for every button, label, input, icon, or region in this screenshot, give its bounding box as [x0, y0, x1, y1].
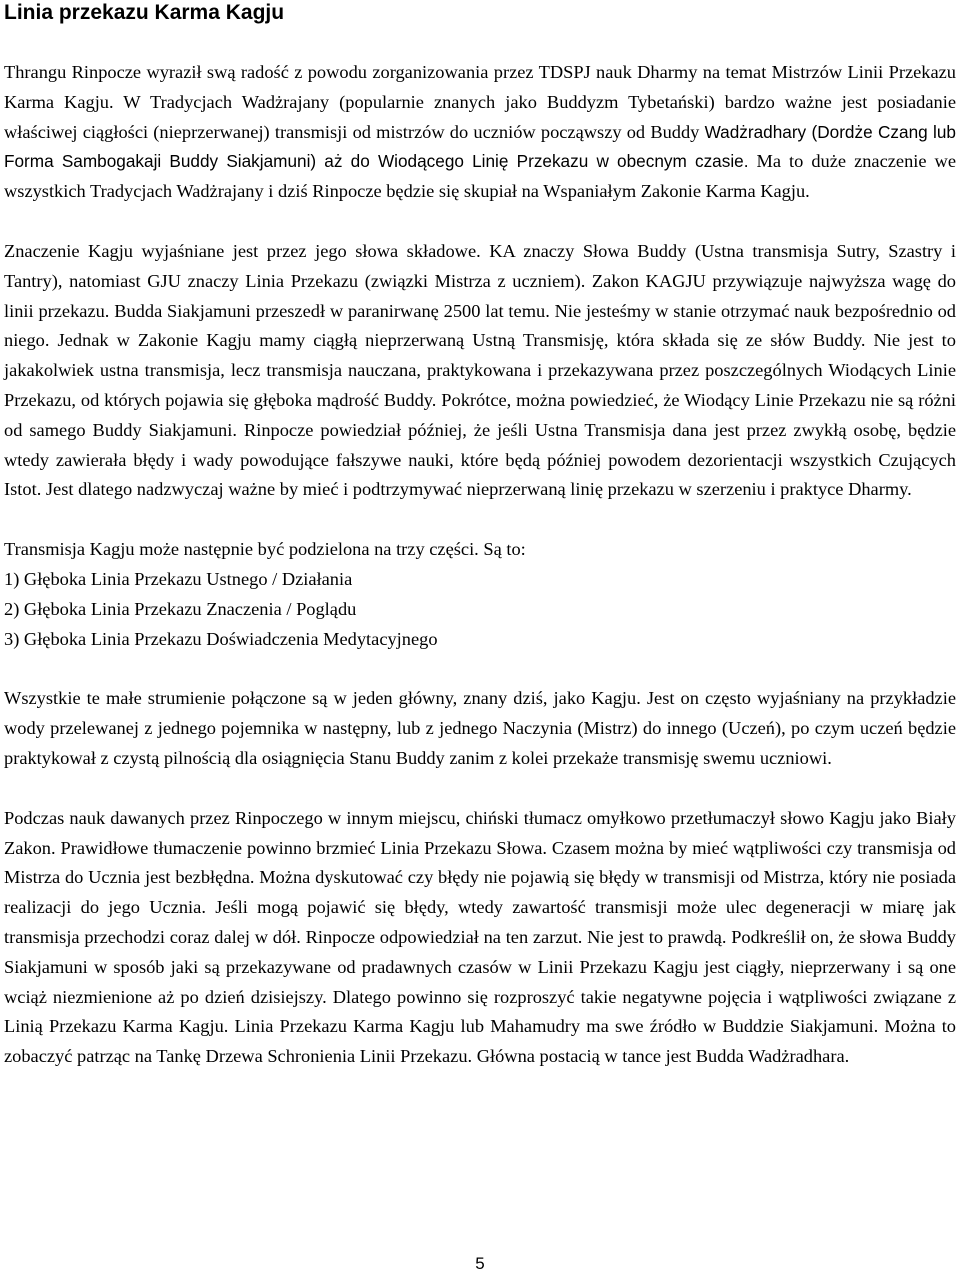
document-page — [4, 0, 956, 1072]
intro-text-part3: Ma to duże znaczenie we wszystkich Tradycjach Wadżrajany i dziś Rinpocze będzie się skupiał na Wspaniałym Zakonie Karma Kagju. — [4, 151, 956, 202]
division-list-item: 3) Głęboka Linia Przekazu Doświadczenia Medytacyjnego — [4, 628, 438, 649]
division-list-item: 2) Głęboka Linia Przekazu Znaczenia / Poglądu — [4, 598, 357, 619]
meaning-paragraph: Znaczenie Kagju wyjaśniane jest przez jego słowa składowe. KA znaczy Słowa Buddy (Ustna transmisja Sutry, Szastry i Tantry), natomiast GJU znaczy Linia Przekazu (związki Mistrza z uczniem). Zakon KAGJU przywiązuje najwyższa wagę do linii przekazu. Budda Siakjamuni przeszedł w paranirwanę 2500 lat temu. Nie jesteśmy w stanie otrzymać nauk bezpośrednio od niego. Jednak w Zakonie Kagju mamy ciągłą nieprzerwaną Ustną Transmisję, która składa się ze słów Buddy. Nie jest to jakakolwiek ustna transmisja, lecz transmisja nauczana, praktykowana i przekazywana przez poszczególnych Wiodących Linie Przekazu, od których pojawia się głęboka mądrość Buddy. Pokrótce, można powiedzieć, że Wiodący Linie Przekazu nie są różni od samego Buddy Siakjamuni. Rinpocze powiedział później, że jeśli Ustna Transmisja dana jest przez zwykłą osobę, będzie wtedy zawierała błędy i wady powodujące fałszywe nauki, które będą później powodem dezorientacji wszystkich Czujących Istot. Jest dlatego nadzwyczaj ważne by mieć i podtrzymywać nieprzerwaną linię przekazu w szerzeniu i praktyce Dharmy. — [4, 240, 956, 500]
intro-text-part2: Wadżradhary (Dordże Czang lub Forma Sambogakaji Buddy Siakjamuni) aż do Wiodącego Linię Przekazu w obecnym czasie. — [4, 121, 956, 172]
document-title: Linia przekazu Karma Kagju — [4, 1, 285, 24]
intro-paragraph — [4, 58, 956, 207]
page-number: 5 — [475, 1254, 485, 1273]
intro-text-part1: Thrangu Rinpocze wyraził swą radość z powodu zorganizowania przez TDSPJ nauk Dharmy na temat Mistrzów Linii Przekazu Karma Kagju. W Tradycjach Wadżrajany (popularnie znanych jako Buddyzm Tybetański) bardzo ważne jest posiadanie właściwej ciągłości (nieprzerwanej) transmisji od mistrzów do uczniów począwszy od Buddy — [4, 62, 956, 142]
streams-paragraph: Wszystkie te małe strumienie połączone są w jeden główny, znany dziś, jako Kagju. Jest on często wyjaśniany na przykładzie wody przelewanej z jednego pojemnika w następny, lub z jednego Naczynia (Mistrz) do innego (Uczeń), po czym uczeń będzie praktykował z czystą pilnością dla osiągnięcia Stanu Buddy zanim z kolei przekaże transmisję swemu uczniowi. — [4, 688, 956, 768]
division-intro: Transmisja Kagju może następnie być podzielona na trzy części. Są to: — [4, 539, 526, 560]
division-section — [4, 535, 956, 654]
division-list-item: 1) Głęboka Linia Przekazu Ustnego / Działania — [4, 568, 353, 589]
translation-paragraph: Podczas nauk dawanych przez Rinpoczego w innym miejscu, chiński tłumacz omyłkowo przetłumaczył słowo Kagju jako Biały Zakon. Prawidłowe tłumaczenie powinno brzmieć Linia Przekazu Słowa. Czasem można by mieć wątpliwości czy transmisja od Mistrza do Ucznia jest bezbłędna. Można dyskutować czy błędy nie pojawią się błędy w transmisji od Mistrza, który nie posiada realizacji do jego Ucznia. Jeśli mogą pojawić się błędy, wtedy zawartość transmisji może ulec degeneracji w miarę jak transmisja przechodzi coraz dalej w dół. Rinpocze odpowiedział na ten zarzut. Nie jest to prawdą. Podkreślił on, że słowa Buddy Siakjamuni w sposób jaki są przekazywane od pradawnych czasów w Linii Przekazu Kagju jest ciągły, nieprzerwany i są one wciąż niezmienione aż po dzień dzisiejszy. Dlatego powinno się rozproszyć takie negatywne pojęcia i wątpliwości związane z Linią Przekazu Karma Kagju. Linia Przekazu Karma Kagju lub Mahamudry ma swe źródło w Buddzie Siakjamuni. Można to zobaczyć patrząc na Tankę Drzewa Schronienia Linii Przekazu. Główna postacią w tance jest Budda Wadżradhara. — [4, 807, 956, 1067]
